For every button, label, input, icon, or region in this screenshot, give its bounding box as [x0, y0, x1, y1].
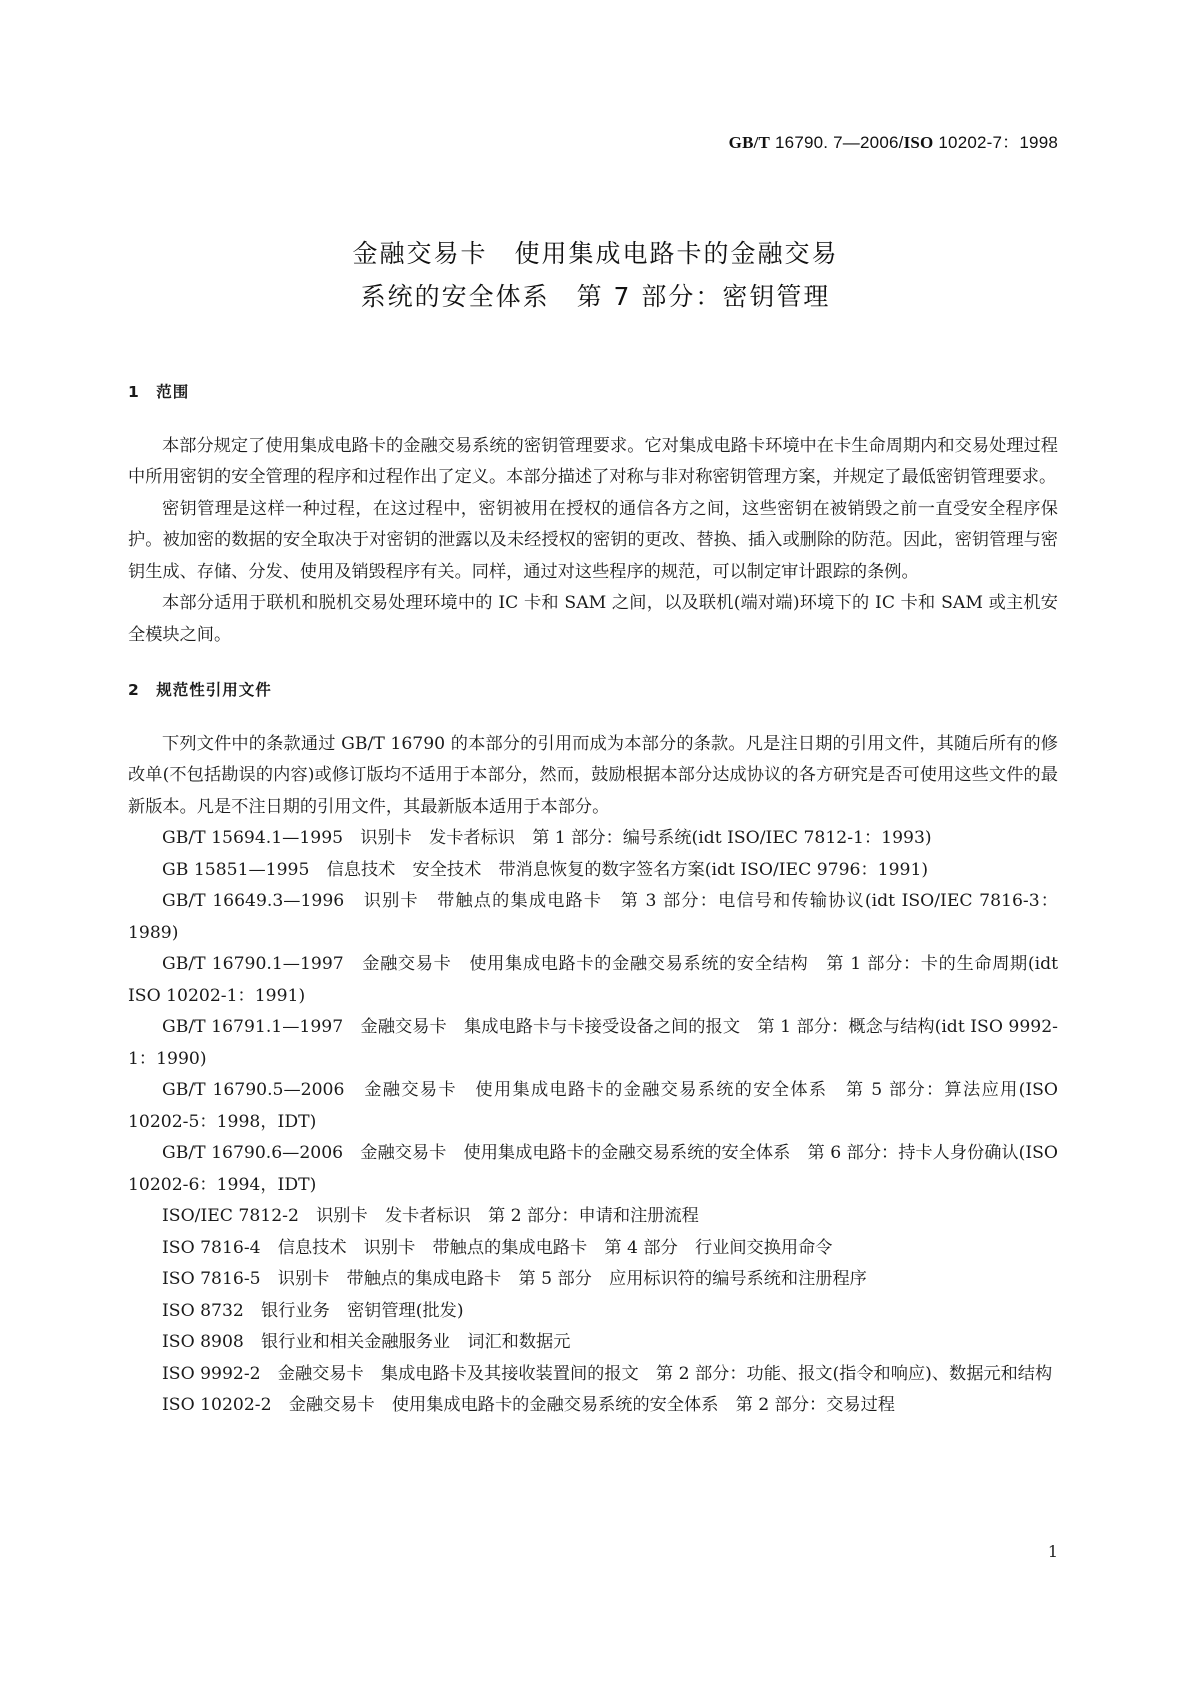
paragraph: 本部分适用于联机和脱机交易处理环境中的 IC 卡和 SAM 之间，以及联机(端对端)环境下的 IC 卡和 SAM 或主机安全模块之间。 — [128, 593, 1058, 645]
reference-item: GB/T 16790.5—2006 金融交易卡 使用集成电路卡的金融交易系统的安全体系 第 5 部分：算法应用(ISO 10202-5：1998，IDT) — [128, 1080, 1064, 1132]
section-heading: 1 范围 — [128, 383, 190, 401]
reference-item: GB 15851—1995 信息技术 安全技术 带消息恢复的数字签名方案(idt ISO/IEC 9796：1991) — [162, 859, 929, 880]
reference-item: ISO 8732 银行业务 密钥管理(批发) — [162, 1300, 464, 1321]
paragraph: 本部分规定了使用集成电路卡的金融交易系统的密钥管理要求。它对集成电路卡环境中在卡生命周期内和交易处理过程中所用密钥的安全管理的程序和过程作出了定义。本部分描述了对称与非对称密钥管理方案，并规定了最低密钥管理要求。 — [128, 435, 1058, 487]
reference-item: ISO 8908 银行业和相关金融服务业 词汇和数据元 — [162, 1332, 571, 1352]
reference-item: GB/T 15694.1—1995 识别卡 发卡者标识 第 1 部分：编号系统(idt ISO/IEC 7812-1：1993) — [162, 828, 932, 848]
section-heading: 2 规范性引用文件 — [128, 681, 272, 699]
document-title — [0, 232, 1191, 318]
standard-code-number: 16790. 7—2006/ — [770, 133, 904, 152]
section-normative-references — [128, 675, 1064, 1422]
standard-code-header — [729, 128, 1058, 153]
paragraph: 密钥管理是这样一种过程，在这过程中，密钥被用在授权的通信各方之间，这些密钥在被销毁之前一直受安全程序保护。被加密的数据的安全取决于对密钥的泄露以及未经授权的密钥的更改、替换、插入或删除的防范。因此，密钥管理与密钥生成、存储、分发、使用及销毁程序有关。同样，通过对这些程序的规范，可以制定审计跟踪的条例。 — [128, 498, 1058, 582]
reference-item: ISO 7816-5 识别卡 带触点的集成电路卡 第 5 部分 应用标识符的编号系统和注册程序 — [162, 1269, 867, 1289]
section-scope — [128, 377, 1058, 651]
reference-item: ISO 9992-2 金融交易卡 集成电路卡及其接收装置间的报文 第 2 部分：功能、报文(指令和响应)、数据元和结构 — [162, 1363, 1053, 1384]
standard-code-iso-number: 10202-7：1998 — [933, 133, 1058, 152]
document-body — [128, 377, 1064, 1422]
title-line-2: 系统的安全体系 第 7 部分：密钥管理 — [360, 282, 831, 311]
reference-item: GB/T 16790.1—1997 金融交易卡 使用集成电路卡的金融交易系统的安全结构 第 1 部分：卡的生命周期(idt ISO 10202-1：1991) — [128, 954, 1064, 1006]
reference-item: ISO 7816-4 信息技术 识别卡 带触点的集成电路卡 第 4 部分 行业间交换用命令 — [162, 1237, 833, 1258]
standard-code-iso: ISO — [903, 133, 934, 152]
page-number: 1 — [1047, 1542, 1058, 1561]
reference-item: GB/T 16649.3—1996 识别卡 带触点的集成电路卡 第 3 部分：电信号和传输协议(idt ISO/IEC 7816-3：1989) — [128, 891, 1058, 943]
reference-item: GB/T 16790.6—2006 金融交易卡 使用集成电路卡的金融交易系统的安全体系 第 6 部分：持卡人身份确认(ISO 10202-6：1994，IDT) — [128, 1143, 1064, 1195]
reference-item: GB/T 16791.1—1997 金融交易卡 集成电路卡与卡接受设备之间的报文 第 1 部分：概念与结构(idt ISO 9992-1：1990) — [128, 1017, 1058, 1069]
standard-code-prefix: GB/T — [728, 133, 771, 152]
reference-list — [128, 823, 1064, 1422]
paragraph: 下列文件中的条款通过 GB/T 16790 的本部分的引用而成为本部分的条款。凡是注日期的引用文件，其随后所有的修改单(不包括勘误的内容)或修订版均不适用于本部分，然而，鼓励根据本部分达成协议的各方研究是否可使用这些文件的最新版本。凡是不注日期的引用文件，其最新版本适用于本部分。 — [128, 733, 1058, 817]
title-line-1: 金融交易卡 使用集成电路卡的金融交易 — [352, 239, 839, 268]
reference-item: ISO/IEC 7812-2 识别卡 发卡者标识 第 2 部分：申请和注册流程 — [162, 1206, 699, 1226]
reference-item: ISO 10202-2 金融交易卡 使用集成电路卡的金融交易系统的安全体系 第 2 部分：交易过程 — [162, 1395, 895, 1415]
